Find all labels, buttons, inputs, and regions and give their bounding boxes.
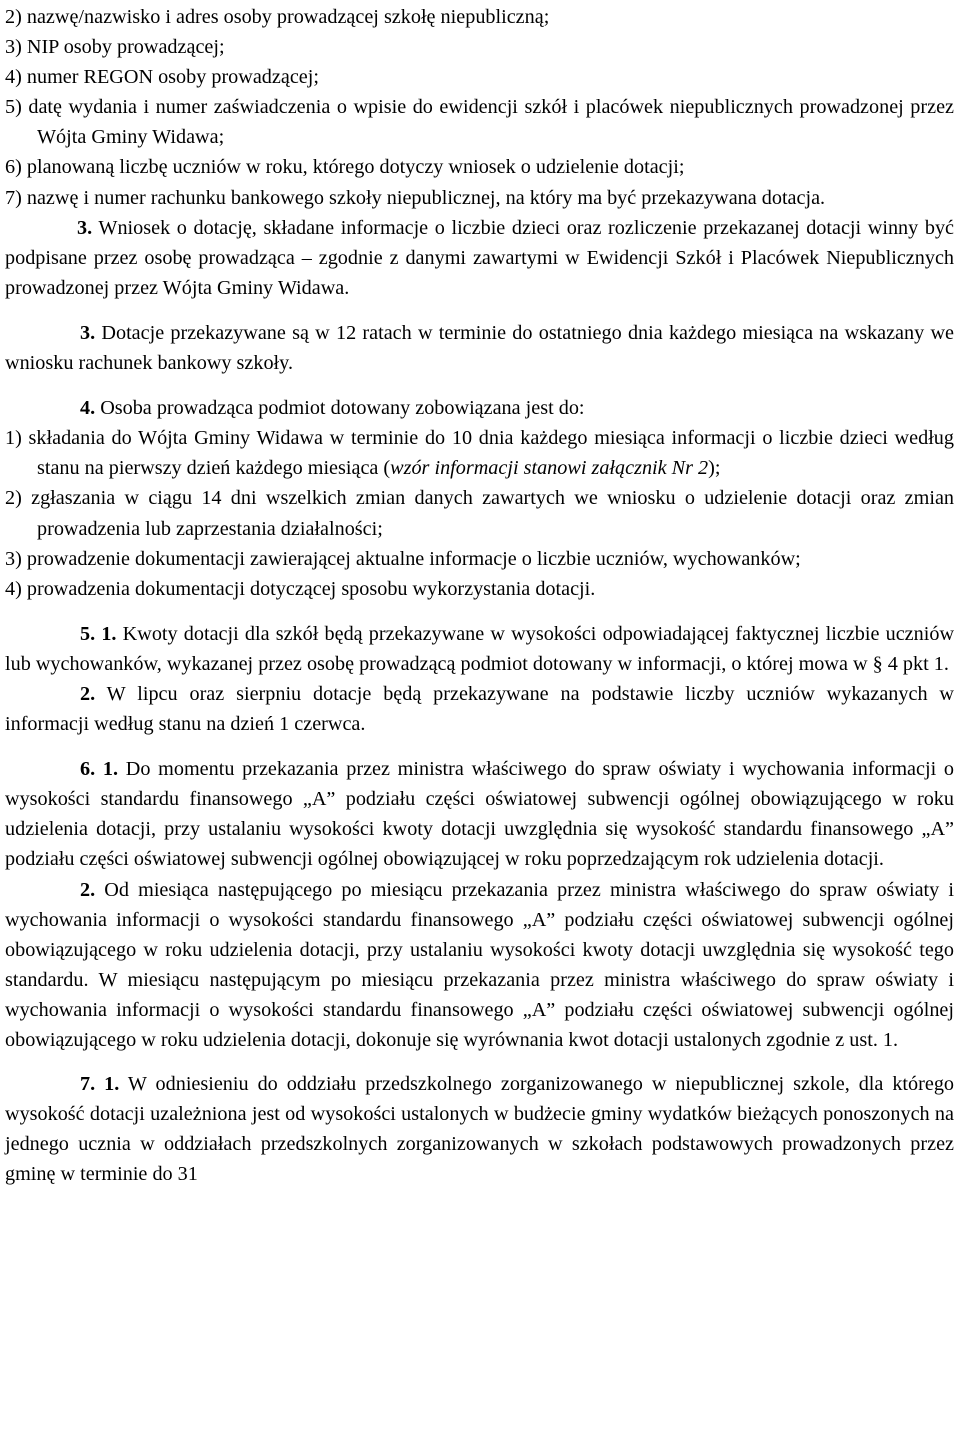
item-number: 1) xyxy=(5,427,22,450)
item-text: zgłaszania w ciągu 14 dni wszelkich zmian danych zawartych we wniosku o udzielenie dotacji oraz zmian prowadzenia lub zaprzestania działalności; xyxy=(31,487,955,540)
paragraph-3a xyxy=(5,213,954,303)
paragraph-number: 3. xyxy=(80,321,96,344)
paragraph-text: Od miesiąca następującego po miesiącu przekazania przez ministra właściwego do spraw oświaty i wychowania informacji o wysokości standardu finansowego „A” podziału części oświatowej subwencji ogólnej obowiązującego w roku udzielenia dotacji, przy ustalaniu wysokości kwoty dotacji uwzględnia się wysokość tego standardu. W miesiącu następującym po miesiącu przekazania przez ministra właściwego do spraw oświaty i wychowania informacji o wysokości standardu finansowego „A” podziału części oświatowej subwencji ogólnej obowiązującego w roku udzielenia dotacji, dokonuje się wyrównania kwot dotacji ustalonych zgodnie z ust. 1. xyxy=(5,878,954,1051)
paragraph-number: 4. xyxy=(80,397,96,420)
item-text: prowadzenie dokumentacji zawierającej aktualne informacje o liczbie uczniów, wychowanków; xyxy=(26,547,801,570)
item-text: NIP osoby prowadzącej; xyxy=(26,36,225,59)
list-item xyxy=(5,183,954,213)
list-item xyxy=(5,2,954,32)
paragraph-5-1 xyxy=(5,619,954,679)
paragraph-text: Kwoty dotacji dla szkół będą przekazywane w wysokości odpowiadającej faktycznej liczbie uczniów lub wychowanków, wykazanej przez osobę prowadzącą podmiot dotowany w informacji, o której mowa w § 4 pkt 1. xyxy=(5,622,955,675)
paragraph-4 xyxy=(5,393,954,423)
item-text: numer REGON osoby prowadzącej; xyxy=(26,66,319,89)
paragraph-text: Wniosek o dotację, składane informacje o liczbie dzieci oraz rozliczenie przekazanej dotacji winny być podpisane przez osobę prowadząca – zgodnie z danymi zawartymi w Ewidencji Szkół i Placówek Niepublicznych prowadzonej przez Wójta Gminy Widawa. xyxy=(5,216,955,299)
list-item xyxy=(5,544,954,574)
list-item xyxy=(5,32,954,62)
item-number: 4) xyxy=(5,66,22,89)
paragraph-6-2 xyxy=(5,875,954,1056)
item-text: składania do Wójta Gminy Widawa w terminie do 10 dnia każdego miesiąca informacji o liczbie dzieci według stanu na pierwszy dzień każdego miesiąca ( xyxy=(28,427,954,480)
item-number: 6) xyxy=(5,156,22,179)
paragraph-text: Dotacje przekazywane są w 12 ratach w terminie do ostatniego dnia każdego miesiąca na wskazany we wniosku rachunek bankowy szkoły. xyxy=(5,321,954,375)
paragraph-6-1 xyxy=(5,754,954,874)
list-item xyxy=(5,92,954,152)
item-number: 2) xyxy=(5,6,22,28)
item-text: planowaną liczbę uczniów w roku, którego dotyczy wniosek o udzielenie dotacji; xyxy=(26,156,685,179)
paragraph-7-1 xyxy=(5,1069,954,1189)
paragraph-5-2 xyxy=(5,679,954,739)
item-text: datę wydania i numer zaświadczenia o wpisie do ewidencji szkół i placówek niepublicznych prowadzonej przez Wójta Gminy Widawa; xyxy=(28,96,954,149)
list-item xyxy=(5,152,954,182)
item-number: 2) xyxy=(5,487,22,510)
paragraph-text: Osoba prowadząca podmiot dotowany zobowiązana jest do: xyxy=(100,397,585,420)
paragraph-number: 6. 1. xyxy=(80,758,119,781)
list-item xyxy=(5,574,954,604)
item-number: 4) xyxy=(5,577,22,600)
paragraph-number: 2. xyxy=(80,682,96,705)
item-number: 3) xyxy=(5,36,22,59)
item-text: nazwę/nazwisko i adres osoby prowadzącej szkołę niepubliczną; xyxy=(26,6,550,28)
list-item xyxy=(5,483,954,543)
item-text: prowadzenia dokumentacji dotyczącej sposobu wykorzystania dotacji. xyxy=(26,577,596,600)
item-text-tail: ); xyxy=(708,457,721,480)
item-number: 5) xyxy=(5,96,22,119)
paragraph-text: Do momentu przekazania przez ministra właściwego do spraw oświaty i wychowania informacji o wysokości standardu finansowego „A” podziału części oświatowej subwencji ogólnej obowiązującego w roku udzielenia dotacji, przy ustalaniu wysokości kwoty dotacji uwzględnia się wysokość standardu finansowego „A” podziału części oświatowej subwencji ogólnej obowiązującej w roku poprzedzającym rok udzielenia dotacji. xyxy=(5,758,954,871)
paragraph-text: W odniesieniu do oddziału przedszkolnego zorganizowanego w niepublicznej szkole, dla którego wysokość dotacji uzależniona jest od wysokości ustalonych w budżecie gminy wydatków bieżących ponoszonych na jednego ucznia w oddziałach przedszkolnych zorganizowanych w szkołach podstawowych prowadzonych przez gminę w terminie do 31 xyxy=(5,1073,955,1186)
paragraph-number: 3. xyxy=(77,216,93,239)
paragraph-number: 7. 1. xyxy=(80,1073,120,1096)
item-number: 7) xyxy=(5,186,22,209)
list-item xyxy=(5,62,954,92)
paragraph-text: W lipcu oraz sierpniu dotacje będą przekazywane na podstawie liczby uczniów wykazanych w informacji według stanu na dzień 1 czerwca. xyxy=(5,682,955,736)
list-item xyxy=(5,423,954,483)
paragraph-3b xyxy=(5,318,954,378)
item-number: 3) xyxy=(5,547,22,570)
paragraph-number: 5. 1. xyxy=(80,622,117,645)
paragraph-number: 2. xyxy=(80,878,96,901)
item-italic-text: wzór informacji stanowi załącznik Nr 2 xyxy=(390,457,709,480)
item-text: nazwę i numer rachunku bankowego szkoły niepublicznej, na który ma być przekazywana dotacja. xyxy=(26,186,826,209)
